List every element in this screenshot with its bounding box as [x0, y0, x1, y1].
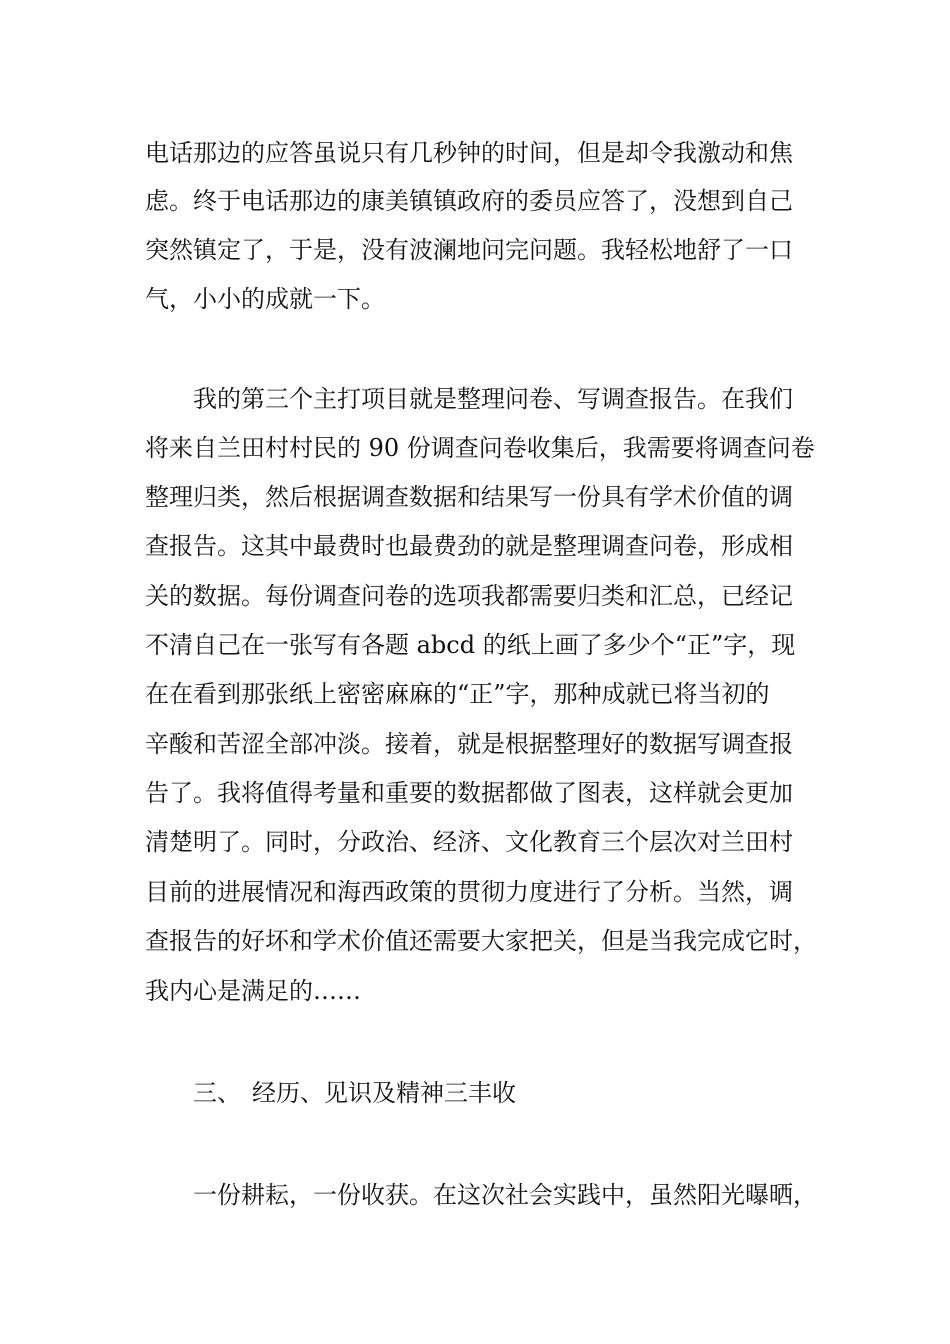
- paragraph-line: 目前的进展情况和海西政策的贯彻力度进行了分析。当然，调: [145, 878, 793, 906]
- paragraph-line: 虑。终于电话那边的康美镇镇政府的委员应答了，没想到自己: [145, 187, 793, 215]
- paragraph-line: 告了。我将值得考量和重要的数据都做了图表，这样就会更加: [145, 779, 793, 807]
- paragraph-line: 清楚明了。同时，分政治、经济、文化教育三个层次对兰田村: [145, 828, 793, 856]
- section-heading-number: 三、: [193, 1079, 241, 1107]
- paragraph-line: 电话那边的应答虽说只有几秒钟的时间，但是却令我激动和焦: [145, 139, 793, 167]
- paragraph-line: 关的数据。每份调查问卷的选项我都需要归类和汇总，已经记: [145, 582, 793, 610]
- paragraph-line: 查报告。这其中最费时也最费劲的就是整理调查问卷，形成相: [145, 532, 793, 560]
- paragraph-line: 不清自己在一张写有各题 abcd 的纸上画了多少个“正”字，现: [145, 631, 796, 659]
- paragraph-line: 查报告的好坏和学术价值还需要大家把关，但是当我完成它时，: [145, 927, 817, 955]
- paragraph-line: 辛酸和苦涩全部冲淡。接着，就是根据整理好的数据写调查报: [145, 730, 793, 758]
- paragraph-line: 气，小小的成就一下。: [145, 285, 385, 313]
- paragraph-line: 将来自兰田村村民的 90 份调查问卷收集后，我需要将调查问卷: [145, 434, 815, 462]
- paragraph-line: 突然镇定了，于是，没有波澜地问完问题。我轻松地舒了一口: [145, 236, 793, 264]
- paragraph-line: 我的第三个主打项目就是整理问卷、写调查报告。在我们: [193, 385, 793, 413]
- paragraph-line: 整理归类，然后根据调查数据和结果写一份具有学术价值的调: [145, 483, 793, 511]
- section-heading-title: 经历、见识及精神三丰收: [252, 1079, 516, 1107]
- paragraph-line: 我内心是满足的……: [145, 977, 361, 1005]
- paragraph-line: 在在看到那张纸上密密麻麻的“正”字，那种成就已将当初的: [145, 680, 770, 708]
- paragraph-line: 一份耕耘，一份收获。在这次社会实践中，虽然阳光曝晒，: [193, 1181, 817, 1209]
